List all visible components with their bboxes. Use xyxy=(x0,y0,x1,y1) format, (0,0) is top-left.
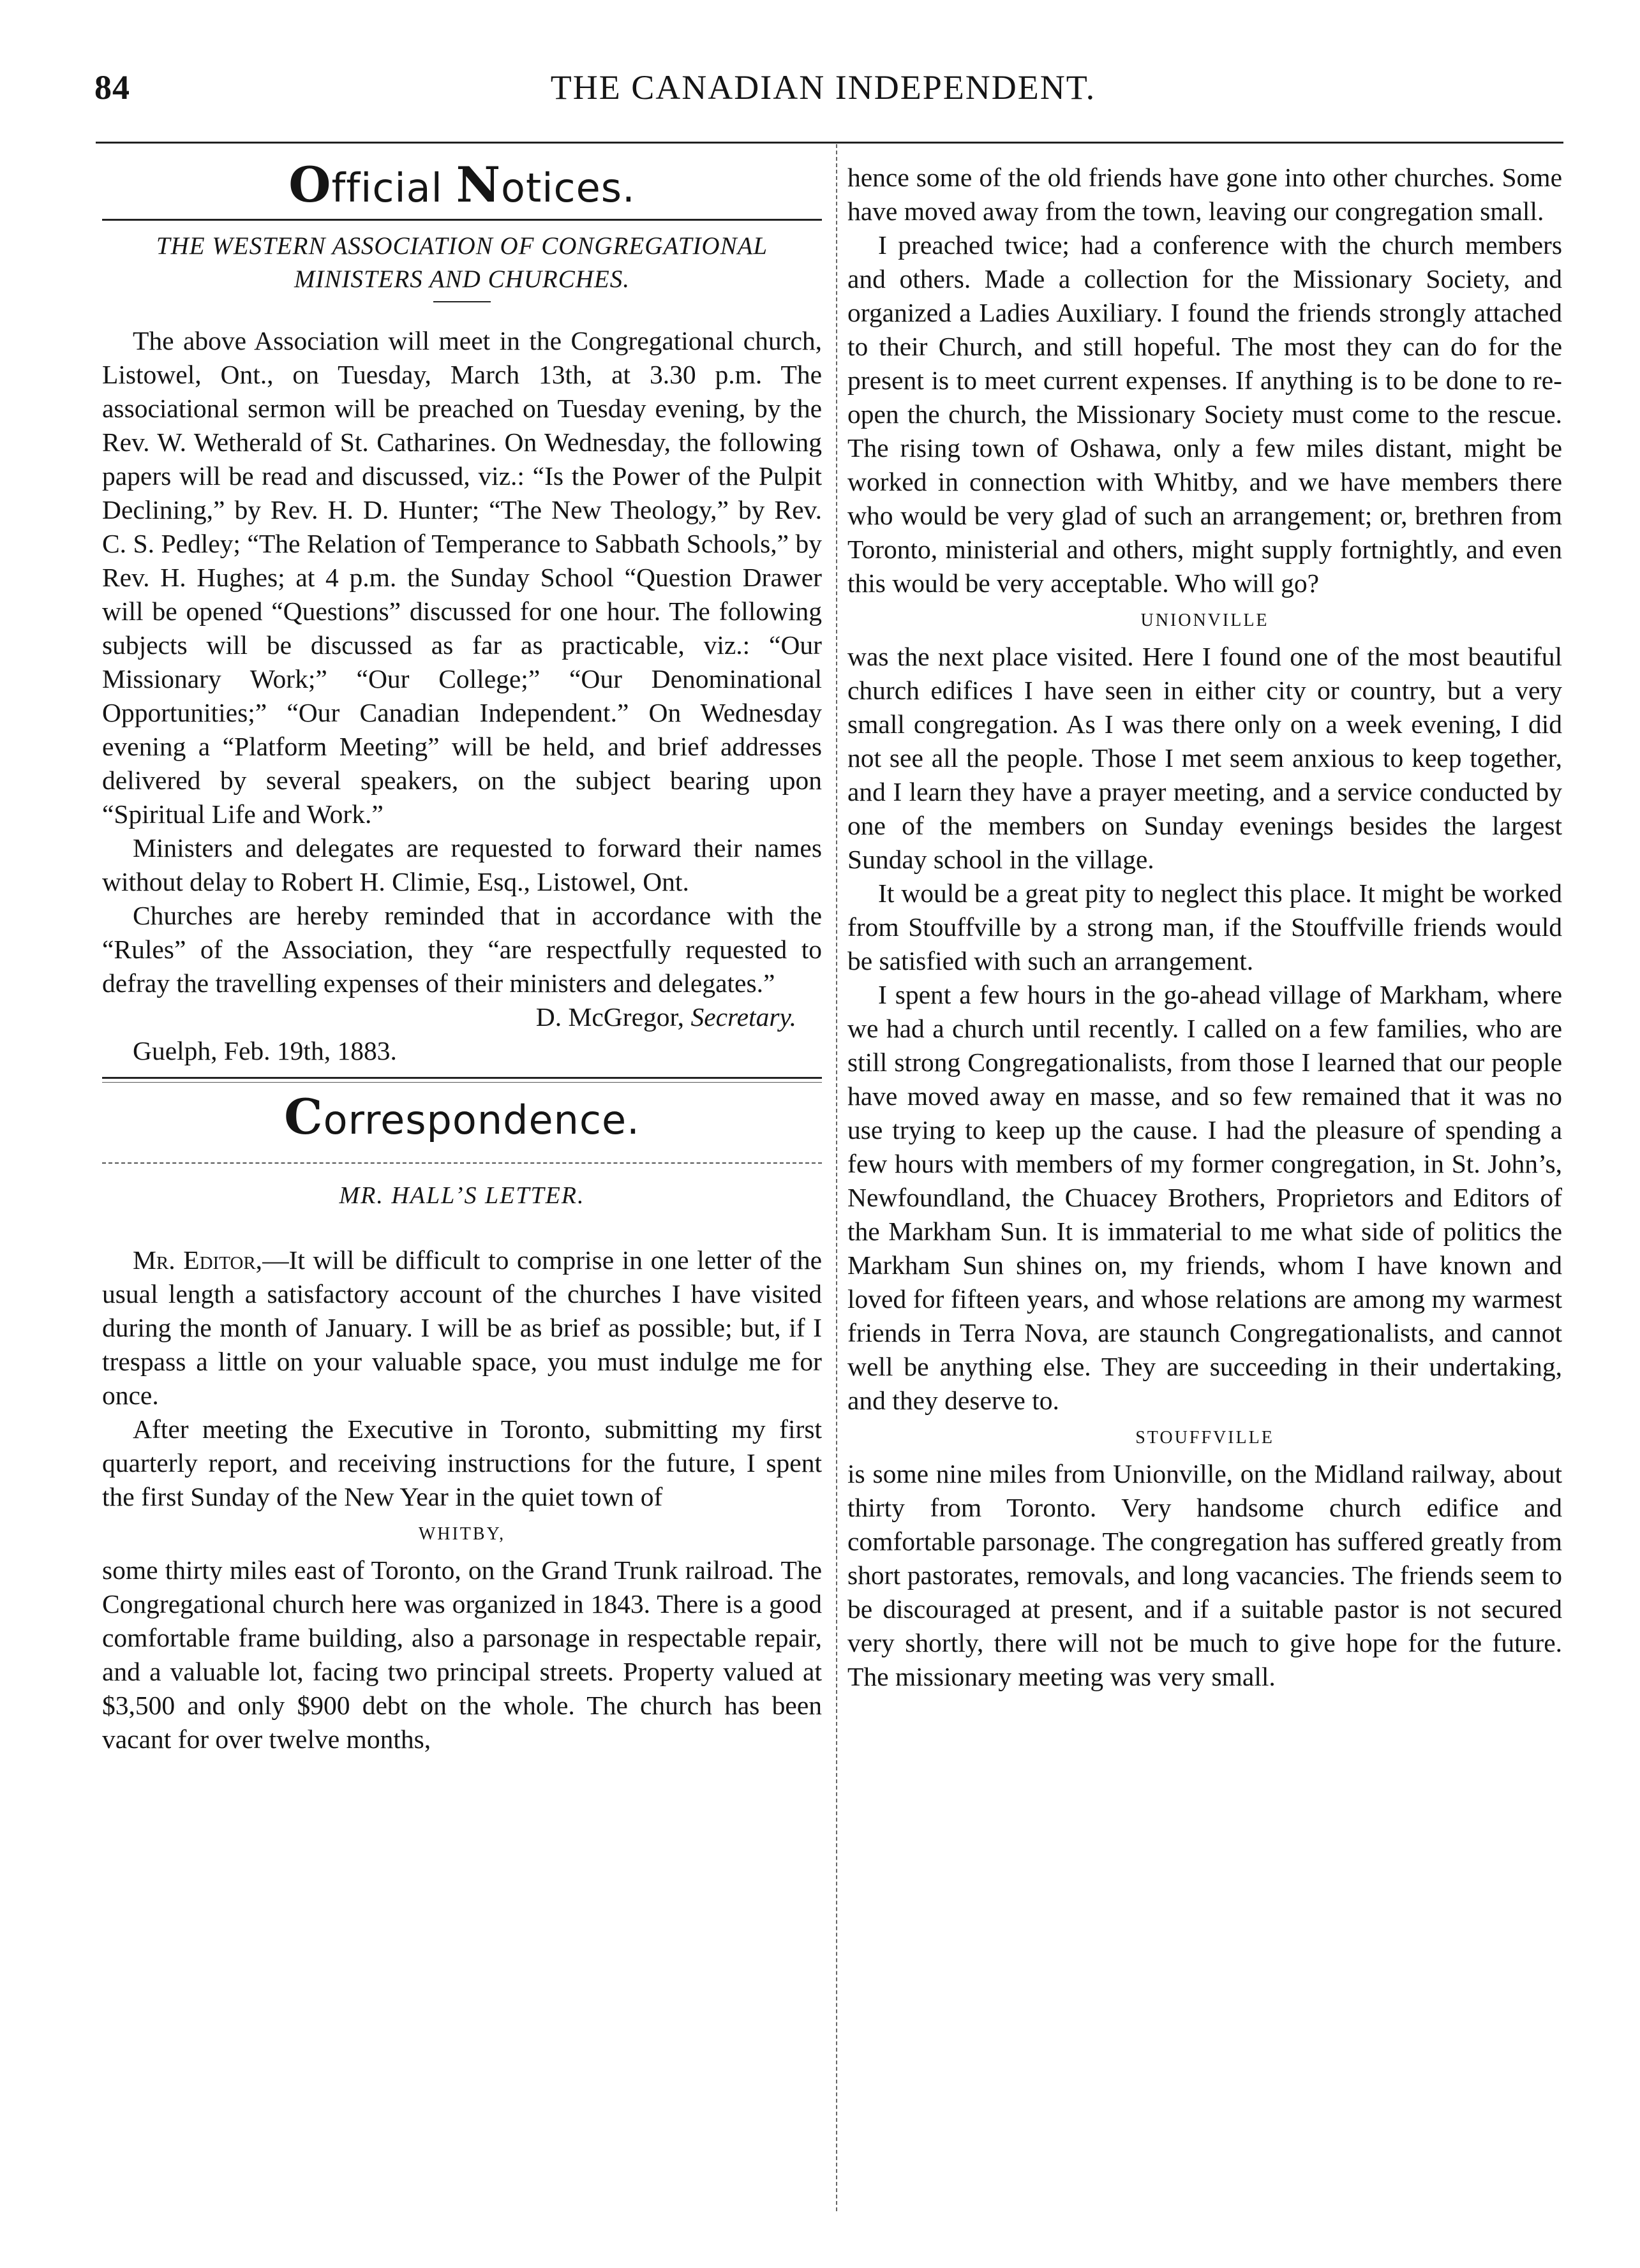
page-number: 84 xyxy=(94,68,130,107)
stouffville-paragraph: is some nine miles from Unionville, on the Midland railway, about thirty from Toronto. Very handsome church edifice and comfortable parsonage. The congregation has suffered greatly from short pastorates, removals, and long vacancies. The friends seem to be discouraged at present, and if a suitable pastor is not secured very shortly, there will not be much to give hope for the future. The missionary meeting was very small. xyxy=(847,1459,1562,1691)
double-rule xyxy=(102,1077,822,1083)
place-heading-unionville: UNIONVILLE xyxy=(1140,611,1269,630)
signature-role: Secretary. xyxy=(690,1002,796,1032)
section-rule xyxy=(102,219,822,221)
letter-paragraph-1 xyxy=(102,1243,822,1412)
page-header xyxy=(77,64,1570,115)
heading-initial-2: N xyxy=(456,156,502,213)
whitby-paragraph: some thirty miles east of Toronto, on the Grand Trunk railroad. The Congregational church here was organized in 1843. There is a good comfortable frame building, also a parsonage in respectable repair, and a valuable lot, facing two principal streets. Property valued at $3,500 and only $900 debt on the whole. The church has been vacant for over twelve months, xyxy=(102,1555,822,1754)
heading-text: fficial xyxy=(331,165,456,211)
notice-paragraph-2: Ministers and delegates are requested to forward their names without delay to Robert H. Climie, Esq., Listowel, Ont. xyxy=(102,833,822,896)
right-column xyxy=(847,144,1562,1694)
markham-paragraph: I spent a few hours in the go-ahead village of Markham, where we had a church until recently. I called on a few families, who are still strong Congregationalists, from those I learned that our people have moved away en masse, and so few remained that it was no use trying to keep up the cause. I had the pleasure of spending a few hours with members of my former congregation, in St. John’s, Newfoundland, the Chuacey Brothers, Proprietors and Editors of the Markham Sun. It is immaterial to me what side of politics the Markham Sun shines on, my friends, whom I have known and loved for fifteen years, and whose relations are among my warmest friends in Terra Nova, are staunch Congregationalists, and cannot well be anything else. They are succeeding in their undertaking, and they deserve to. xyxy=(847,980,1562,1415)
signature xyxy=(102,1000,822,1034)
salutation: Mr. Editor, xyxy=(133,1245,263,1275)
column-divider xyxy=(836,144,837,2211)
official-notices-heading xyxy=(102,156,822,214)
place-heading-whitby: WHITBY, xyxy=(418,1524,506,1544)
heading-initial: O xyxy=(288,156,332,213)
header-rule xyxy=(96,142,1563,144)
place-heading-stouffville: STOUFFVILLE xyxy=(1135,1428,1274,1448)
dashed-rule xyxy=(102,1162,822,1164)
letter-paragraph-2: After meeting the Executive in Toronto, submitting my first quarterly report, and receiving instructions for the future, I spent the first Sunday of the New Year in the quiet town of xyxy=(102,1414,822,1511)
left-column xyxy=(102,144,822,1756)
association-title: THE WESTERN ASSOCIATION OF CONGREGATIONAL MINISTERS AND CHURCHES. xyxy=(156,232,768,293)
letter-title: MR. HALL’S LETTER. xyxy=(339,1182,585,1209)
correspondence-heading xyxy=(102,1088,822,1146)
notice-paragraph-3: Churches are hereby reminded that in accordance with the “Rules” of the Association, they “are respectfully requested to defray the travelling expenses of their ministers and delegates.” xyxy=(102,901,822,998)
notice-paragraph-1: The above Association will meet in the Congregational church, Listowel, Ont., on Tuesday, March 13th, at 3.30 p.m. The associational sermon will be preached on Tuesday evening, by the Rev. W. Wetherald of St. Catharines. On Wednesday, the following papers will be read and discussed, viz.: “Is the Power of the Pulpit Declining,” by Rev. H. D. Hunter; “The New Theology,” by Rev. C. S. Pedley; “The Relation of Temperance to Sabbath Schools,” by Rev. H. Hughes; at 4 p.m. the Sunday School “Question Drawer will be opened “Questions” discussed for one hour. The following subjects will be discussed as far as practicable, viz.: “Our Missionary Work;” “Our College;” “Our Denominational Opportunities;” “Our Canadian Independent.” On Wednesday evening a “Platform Meeting” will be held, and brief addresses delivered by several speakers, on the subject bearing upon “Spiritual Life and Work.” xyxy=(102,326,822,829)
journal-title: THE CANADIAN INDEPENDENT. xyxy=(550,68,1096,107)
heading-text-2: otices. xyxy=(501,165,636,211)
dateline: Guelph, Feb. 19th, 1883. xyxy=(133,1036,397,1065)
short-rule xyxy=(433,301,491,302)
heading-initial: C xyxy=(284,1088,324,1145)
unionville-paragraph: was the next place visited. Here I found one of the most beautiful church edifices I have seen in either city or country, but a very small congregation. As I was there only on a week evening, I did not see all the people. Those I met seem anxious to keep together, and I learn they have a prayer meeting, and a service conducted by one of the members on Sunday evenings besides the largest Sunday school in the village. xyxy=(847,642,1562,874)
signature-name: D. McGregor, xyxy=(535,1002,691,1032)
whitby-continued: hence some of the old friends have gone into other churches. Some have moved away from the town, leaving our congregation small. xyxy=(847,163,1562,226)
heading-text: orrespondence. xyxy=(323,1097,640,1143)
paragraph-text: —It will be difficult to comprise in one letter of the usual length a satisfactory account of the churches I have visited during the month of January. I will be as brief as possible; but, if I trespass a little on your valuable space, you must indulge me for once. xyxy=(102,1245,822,1410)
whitby-paragraph-2: I preached twice; had a conference with the church members and others. Made a collection for the Missionary Society, and organized a Ladies Auxiliary. I found the friends strongly attached to their Church, and still hopeful. The most they can do for the present is to meet current expenses. If anything is to be done to re-open the church, the Missionary Society must come to the rescue. The rising town of Oshawa, only a few miles distant, might be worked in connection with Whitby, and we have members there who would be very glad of such an arrangement; or, brethren from Toronto, ministerial and others, might supply fortnightly, and even this would be very acceptable. Who will go? xyxy=(847,230,1562,598)
unionville-paragraph-2: It would be a great pity to neglect this place. It might be worked from Stouffville by a strong man, if the Stouffville friends would be satisfied with such an arrangement. xyxy=(847,878,1562,975)
